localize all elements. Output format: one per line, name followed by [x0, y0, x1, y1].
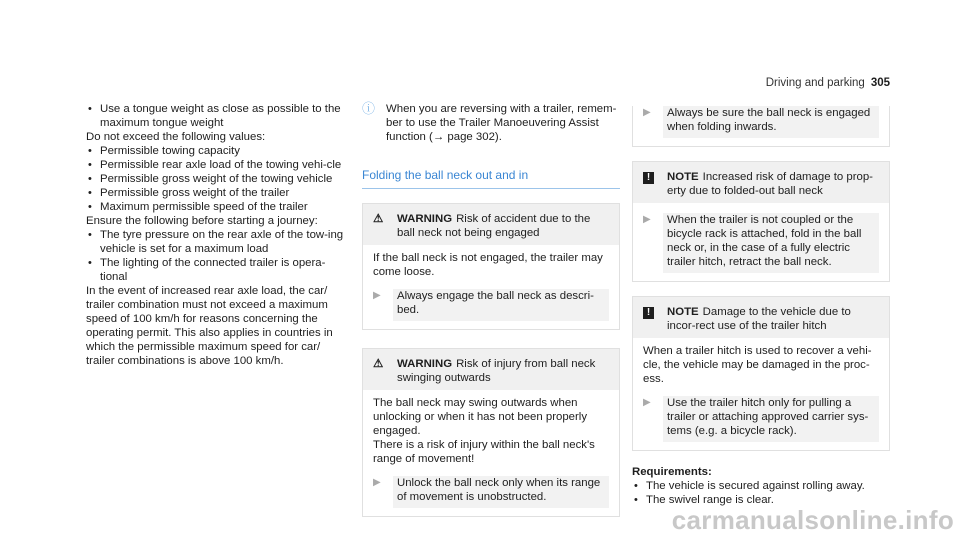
list-item: • The lighting of the connected trailer is opera-tional — [86, 256, 346, 284]
warning-title: Risk of accident due to the ball neck not being engaged — [397, 213, 591, 239]
note-title: Increased risk of damage to prop-erty due to folded-out ball neck — [667, 171, 873, 197]
section-title: Folding the ball neck out and in — [362, 168, 620, 189]
warning-triangle-icon: ⚠ — [373, 358, 384, 370]
note-body: When a trailer hitch is used to recover a vehi-cle, the vehicle may be damaged in the proc-ess. — [643, 345, 872, 385]
tip-text: When you are reversing with a trailer, remem-ber to use the Trailer Manoeuvering Assist function (→ page 302). — [386, 103, 617, 143]
step-arrow-icon: ▶ — [643, 214, 651, 225]
bullet-list-tongue — [86, 102, 346, 130]
note-exclamation-icon: ! — [643, 307, 654, 319]
instruction-step — [643, 106, 879, 138]
ensure-intro: Ensure the following before starting a journey: — [86, 215, 318, 227]
note-exclamation-icon: ! — [643, 172, 654, 184]
warning-body: There is a risk of injury within the ball neck's range of movement! — [373, 439, 595, 465]
tip-block — [362, 102, 620, 144]
page-number: 305 — [870, 77, 890, 89]
warning-body: The ball neck may swing outwards when unlocking or when it has not been properly engaged. — [373, 397, 588, 437]
info-icon: ⓘ — [362, 101, 376, 116]
note-keyword: NOTE — [667, 306, 699, 318]
step-box-top — [632, 106, 890, 147]
step-text: Unlock the ball neck only when its range of movement is unobstructed. — [393, 476, 609, 508]
note-box-property — [632, 161, 890, 282]
note-keyword: NOTE — [667, 171, 699, 183]
column-middle — [362, 102, 620, 517]
bullet-list-limits — [86, 144, 346, 214]
list-item: • The vehicle is secured against rolling away. — [632, 479, 890, 493]
warning-box-swing — [362, 348, 620, 517]
step-text: Always be sure the ball neck is engaged when folding inwards. — [663, 106, 879, 138]
step-text: Always engage the ball neck as descri-bed. — [393, 289, 609, 321]
warning-keyword: WARNING — [397, 358, 453, 370]
warning-title: Risk of injury from ball neck swinging outwards — [397, 358, 596, 384]
instruction-step — [643, 396, 879, 442]
step-arrow-icon: ▶ — [643, 397, 651, 408]
exceed-intro: Do not exceed the following values: — [86, 131, 266, 143]
list-item: • Use a tongue weight as close as possible to the maximum tongue weight — [86, 102, 346, 130]
warning-body: If the ball neck is not engaged, the trailer may come loose. — [373, 252, 603, 278]
step-text: When the trailer is not coupled or the bicycle rack is attached, fold in the ball neck or, in the case of a fully electric trailer hitch, retract the ball neck. — [663, 213, 879, 273]
requirements-list — [632, 479, 890, 507]
step-arrow-icon: ▶ — [373, 290, 381, 301]
warning-box-engage — [362, 203, 620, 330]
watermark: carmanualsonline.info — [671, 505, 954, 535]
note-title: Damage to the vehicle due to incor-rect use of the trailer hitch — [667, 306, 851, 332]
step-arrow-icon: ▶ — [373, 477, 381, 488]
instruction-step — [373, 289, 609, 321]
rear-axle-paragraph: In the event of increased rear axle load, the car/ trailer combination must not exceed a maximum speed of 100 km/h for reasons concerning the operating permit. This also applies in countries in which the permissible maximum speed for car/ trailer combinations is above 100 km/h. — [86, 285, 333, 367]
step-arrow-icon: ▶ — [643, 107, 651, 118]
page-header — [766, 76, 890, 90]
bullet-list-ensure — [86, 228, 346, 284]
list-item: • Permissible gross weight of the towing vehicle — [86, 172, 346, 186]
list-item: • The swivel range is clear. — [632, 493, 890, 507]
column-left — [86, 102, 346, 368]
section-name: Driving and parking — [765, 77, 865, 89]
requirements-title: Requirements: — [632, 466, 712, 478]
list-item: • The tyre pressure on the rear axle of the tow-ing vehicle is set for a maximum load — [86, 228, 346, 256]
warning-keyword: WARNING — [397, 213, 453, 225]
list-item: • Permissible towing capacity — [86, 144, 346, 158]
instruction-step — [643, 213, 879, 273]
step-text: Use the trailer hitch only for pulling a trailer or attaching approved carrier sys-tems (e.g. a bicycle rack). — [663, 396, 879, 442]
list-item: • Maximum permissible speed of the trailer — [86, 200, 346, 214]
list-item: • Permissible gross weight of the trailer — [86, 186, 346, 200]
column-right — [632, 102, 890, 507]
instruction-step — [373, 476, 609, 508]
list-item: • Permissible rear axle load of the towing vehi-cle — [86, 158, 346, 172]
warning-triangle-icon: ⚠ — [373, 213, 384, 225]
note-box-vehicle — [632, 296, 890, 451]
